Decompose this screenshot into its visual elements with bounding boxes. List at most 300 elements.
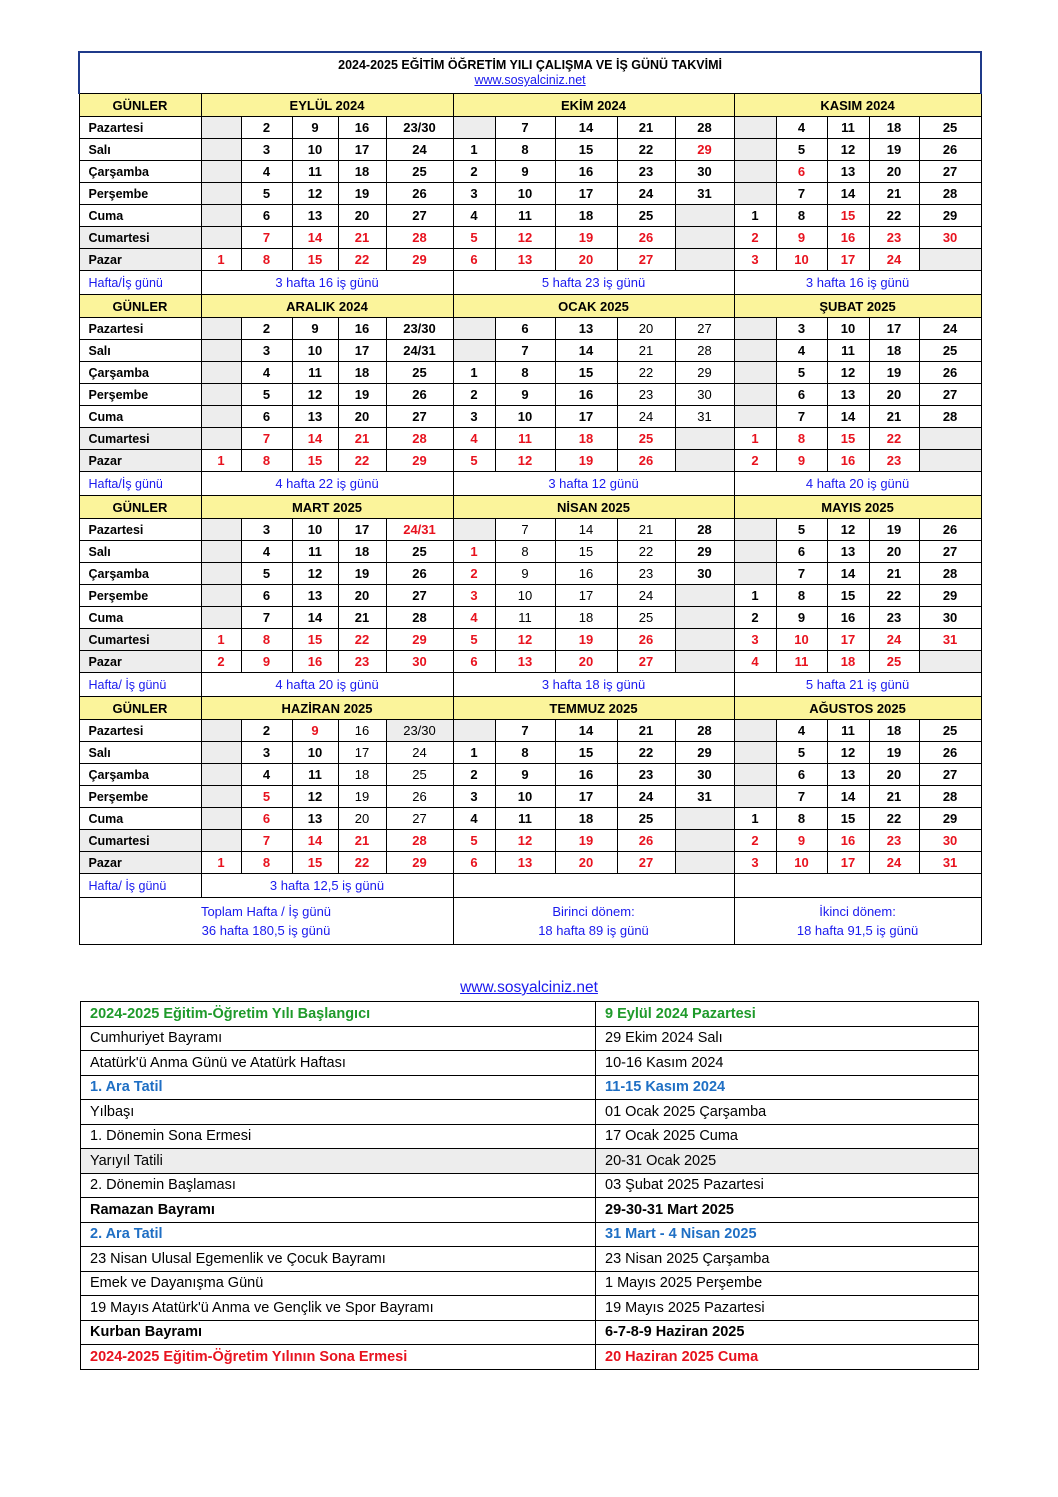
day-cell: 20 (338, 585, 386, 607)
day-cell: 6 (495, 318, 555, 340)
day-cell: 21 (338, 428, 386, 450)
event-name: 1. Dönemin Sona Ermesi (81, 1124, 596, 1149)
day-cell: 19 (338, 384, 386, 406)
hafta-label: Hafta/İş günü (79, 271, 201, 295)
day-cell: 13 (292, 808, 338, 830)
day-cell: 3 (453, 585, 495, 607)
day-cell: 17 (869, 318, 919, 340)
day-cell: 9 (495, 563, 555, 585)
day-cell: 4 (453, 205, 495, 227)
day-cell: 6 (776, 541, 827, 563)
day-cell: 19 (869, 362, 919, 384)
day-cell: 17 (555, 585, 617, 607)
day-cell (734, 362, 776, 384)
day-cell: 19 (338, 183, 386, 205)
day-cell: 24/31 (386, 340, 453, 362)
day-name: Pazar (79, 249, 201, 271)
day-cell: 17 (338, 139, 386, 161)
day-cell: 1 (453, 742, 495, 764)
day-cell: 7 (776, 786, 827, 808)
day-cell: 16 (338, 720, 386, 742)
day-cell: 29 (675, 139, 734, 161)
day-cell: 16 (827, 450, 869, 472)
second-period-total (734, 898, 981, 945)
day-cell: 11 (827, 720, 869, 742)
first-period-value: 18 hafta 89 iş günü (538, 923, 649, 938)
day-cell: 15 (827, 428, 869, 450)
day-cell: 20 (338, 808, 386, 830)
day-cell: 23/30 (386, 117, 453, 139)
day-cell (201, 384, 241, 406)
day-cell: 14 (555, 720, 617, 742)
event-date: 29-30-31 Mart 2025 (596, 1198, 979, 1223)
day-cell: 11 (827, 117, 869, 139)
event-date: 23 Nisan 2025 Çarşamba (596, 1247, 979, 1272)
website-footer (0, 979, 1058, 997)
day-cell: 9 (292, 720, 338, 742)
event-name: 2024-2025 Eğitim-Öğretim Yılı Başlangıcı (81, 1002, 596, 1027)
day-cell (201, 183, 241, 205)
total-period-total (79, 898, 453, 945)
event-name: 2. Ara Tatil (81, 1222, 596, 1247)
month-header: ARALIK 2024 (201, 295, 453, 318)
month-summary: 4 hafta 20 iş günü (201, 673, 453, 697)
day-cell: 19 (555, 450, 617, 472)
month-summary: 4 hafta 20 iş günü (734, 472, 981, 496)
day-cell: 6 (241, 406, 292, 428)
day-cell: 14 (292, 428, 338, 450)
month-summary: 3 hafta 16 iş günü (201, 271, 453, 295)
day-cell: 7 (495, 720, 555, 742)
day-cell: 26 (919, 139, 981, 161)
event-date: 6-7-8-9 Haziran 2025 (596, 1320, 979, 1345)
day-cell: 7 (241, 428, 292, 450)
day-cell (734, 139, 776, 161)
day-name: Çarşamba (79, 563, 201, 585)
day-cell: 15 (827, 205, 869, 227)
day-cell: 16 (827, 607, 869, 629)
day-cell (675, 629, 734, 651)
day-cell: 4 (241, 161, 292, 183)
day-name: Cumartesi (79, 428, 201, 450)
day-cell: 3 (734, 852, 776, 874)
day-cell (919, 249, 981, 271)
day-cell: 26 (617, 450, 675, 472)
day-cell: 26 (617, 227, 675, 249)
day-cell: 12 (495, 227, 555, 249)
day-cell: 2 (241, 117, 292, 139)
day-name: Pazartesi (79, 519, 201, 541)
day-cell: 14 (555, 117, 617, 139)
day-cell: 6 (453, 651, 495, 673)
day-cell: 18 (555, 428, 617, 450)
day-cell: 30 (919, 830, 981, 852)
day-cell: 9 (776, 607, 827, 629)
hafta-label: Hafta/ İş günü (79, 874, 201, 898)
day-cell (201, 585, 241, 607)
day-cell: 28 (675, 519, 734, 541)
day-cell (201, 205, 241, 227)
day-name: Çarşamba (79, 161, 201, 183)
hafta-label: Hafta/ İş günü (79, 673, 201, 697)
day-cell: 8 (776, 205, 827, 227)
month-header: TEMMUZ 2025 (453, 697, 734, 720)
website-link[interactable]: www.sosyalciniz.net (474, 73, 586, 87)
day-cell: 2 (241, 720, 292, 742)
day-cell: 23 (617, 764, 675, 786)
day-cell: 23 (869, 830, 919, 852)
day-cell (453, 318, 495, 340)
day-cell: 14 (555, 340, 617, 362)
day-cell: 21 (869, 786, 919, 808)
month-summary (734, 874, 981, 898)
day-cell: 12 (495, 830, 555, 852)
day-cell: 23 (869, 227, 919, 249)
day-cell: 6 (241, 205, 292, 227)
day-cell: 21 (338, 830, 386, 852)
day-cell: 3 (241, 519, 292, 541)
day-cell: 25 (919, 720, 981, 742)
first-period-total (453, 898, 734, 945)
day-cell: 4 (453, 607, 495, 629)
day-cell: 10 (776, 629, 827, 651)
month-summary: 3 hafta 18 iş günü (453, 673, 734, 697)
event-name: Kurban Bayramı (81, 1320, 596, 1345)
day-cell: 12 (495, 629, 555, 651)
day-cell (201, 764, 241, 786)
day-cell: 24/31 (386, 519, 453, 541)
day-cell: 10 (495, 183, 555, 205)
event-row (81, 1149, 979, 1174)
first-period-label: Birinci dönem: (552, 904, 635, 919)
day-cell: 3 (241, 139, 292, 161)
day-cell: 18 (555, 607, 617, 629)
day-cell: 27 (617, 651, 675, 673)
day-cell: 31 (675, 406, 734, 428)
day-cell (675, 651, 734, 673)
day-name: Salı (79, 541, 201, 563)
day-cell: 19 (869, 519, 919, 541)
day-cell: 16 (555, 161, 617, 183)
day-cell: 19 (869, 742, 919, 764)
day-cell: 17 (555, 406, 617, 428)
day-cell: 4 (241, 541, 292, 563)
day-cell: 29 (386, 852, 453, 874)
event-row (81, 1100, 979, 1125)
day-name: Pazartesi (79, 318, 201, 340)
day-cell: 12 (292, 786, 338, 808)
day-cell: 8 (241, 249, 292, 271)
day-cell: 4 (734, 651, 776, 673)
day-cell: 13 (292, 585, 338, 607)
day-cell: 28 (386, 607, 453, 629)
day-cell (734, 183, 776, 205)
day-cell: 9 (776, 227, 827, 249)
day-cell: 11 (292, 362, 338, 384)
day-cell: 5 (453, 830, 495, 852)
day-cell: 18 (338, 362, 386, 384)
day-cell: 6 (776, 384, 827, 406)
hafta-label: Hafta/İş günü (79, 472, 201, 496)
day-cell: 26 (386, 563, 453, 585)
day-cell: 21 (869, 183, 919, 205)
day-cell: 1 (734, 205, 776, 227)
day-cell: 31 (675, 786, 734, 808)
day-cell: 4 (241, 764, 292, 786)
day-cell: 8 (776, 808, 827, 830)
day-cell (734, 161, 776, 183)
day-name: Cumartesi (79, 830, 201, 852)
day-cell: 10 (495, 406, 555, 428)
day-cell: 15 (555, 139, 617, 161)
month-header: EKİM 2024 (453, 94, 734, 117)
day-cell: 5 (453, 629, 495, 651)
day-cell (675, 227, 734, 249)
day-cell: 8 (495, 362, 555, 384)
day-cell (675, 830, 734, 852)
day-cell: 6 (241, 585, 292, 607)
calendar-title: 2024-2025 EĞİTİM ÖĞRETİM YILI ÇALIŞMA VE İŞ GÜNÜ TAKVİMİ (338, 58, 722, 72)
event-row (81, 1222, 979, 1247)
day-cell: 26 (386, 183, 453, 205)
day-cell: 28 (919, 786, 981, 808)
day-cell: 11 (495, 428, 555, 450)
event-name: Cumhuriyet Bayramı (81, 1026, 596, 1051)
day-cell: 11 (776, 651, 827, 673)
day-cell: 23 (869, 450, 919, 472)
day-cell: 18 (555, 808, 617, 830)
day-cell: 14 (555, 519, 617, 541)
day-cell: 21 (338, 227, 386, 249)
day-cell: 6 (241, 808, 292, 830)
day-name: Perşembe (79, 585, 201, 607)
day-cell: 12 (827, 519, 869, 541)
day-cell: 27 (386, 406, 453, 428)
day-name: Pazar (79, 852, 201, 874)
event-name: 1. Ara Tatil (81, 1075, 596, 1100)
day-cell: 1 (453, 139, 495, 161)
total-period-label: Toplam Hafta / İş günü (200, 904, 332, 919)
day-cell: 24 (869, 249, 919, 271)
day-cell: 15 (555, 362, 617, 384)
day-cell: 13 (292, 205, 338, 227)
day-cell: 29 (919, 808, 981, 830)
day-cell: 19 (555, 629, 617, 651)
day-cell (201, 519, 241, 541)
day-cell: 13 (827, 764, 869, 786)
day-cell: 23 (617, 563, 675, 585)
day-name: Çarşamba (79, 764, 201, 786)
day-cell (734, 742, 776, 764)
day-cell: 7 (241, 607, 292, 629)
event-row (81, 1002, 979, 1027)
day-cell (734, 563, 776, 585)
day-cell: 21 (869, 406, 919, 428)
day-name: Pazartesi (79, 117, 201, 139)
day-cell: 3 (734, 249, 776, 271)
day-cell: 27 (919, 161, 981, 183)
day-cell: 2 (453, 161, 495, 183)
day-cell: 29 (919, 585, 981, 607)
day-name: Pazartesi (79, 720, 201, 742)
month-header: ŞUBAT 2025 (734, 295, 981, 318)
day-cell: 30 (675, 563, 734, 585)
day-cell: 23 (617, 384, 675, 406)
day-cell: 26 (386, 786, 453, 808)
day-cell: 4 (453, 428, 495, 450)
event-name: 23 Nisan Ulusal Egemenlik ve Çocuk Bayramı (81, 1247, 596, 1272)
day-cell: 12 (827, 362, 869, 384)
day-cell: 24 (386, 742, 453, 764)
gunler-header: GÜNLER (79, 94, 201, 117)
day-name: Cumartesi (79, 227, 201, 249)
day-name: Salı (79, 742, 201, 764)
day-cell: 25 (919, 340, 981, 362)
day-cell: 16 (827, 227, 869, 249)
event-date: 9 Eylül 2024 Pazartesi (596, 1002, 979, 1027)
day-cell: 9 (495, 161, 555, 183)
day-cell: 16 (555, 563, 617, 585)
day-cell: 5 (453, 227, 495, 249)
day-cell: 8 (495, 139, 555, 161)
event-date: 29 Ekim 2024 Salı (596, 1026, 979, 1051)
event-row (81, 1051, 979, 1076)
day-cell: 27 (386, 205, 453, 227)
day-cell: 28 (386, 428, 453, 450)
day-cell (201, 406, 241, 428)
day-cell: 26 (617, 830, 675, 852)
day-cell: 12 (495, 450, 555, 472)
day-cell: 25 (386, 362, 453, 384)
day-name: Cuma (79, 406, 201, 428)
day-cell (201, 830, 241, 852)
day-cell: 15 (292, 852, 338, 874)
day-cell: 3 (453, 183, 495, 205)
month-summary: 4 hafta 22 iş günü (201, 472, 453, 496)
event-date: 1 Mayıs 2025 Perşembe (596, 1271, 979, 1296)
day-cell: 17 (555, 786, 617, 808)
day-cell: 17 (338, 519, 386, 541)
month-summary: 3 hafta 16 iş günü (734, 271, 981, 295)
day-cell: 7 (241, 830, 292, 852)
day-cell: 2 (453, 563, 495, 585)
day-cell: 1 (201, 852, 241, 874)
day-cell: 16 (555, 384, 617, 406)
day-cell: 8 (776, 428, 827, 450)
day-cell: 5 (241, 786, 292, 808)
day-cell: 13 (827, 384, 869, 406)
event-name: 2. Dönemin Başlaması (81, 1173, 596, 1198)
day-cell (734, 340, 776, 362)
day-cell: 15 (292, 249, 338, 271)
website-footer-link[interactable]: www.sosyalciniz.net (460, 979, 598, 996)
day-cell (734, 541, 776, 563)
event-date: 01 Ocak 2025 Çarşamba (596, 1100, 979, 1125)
day-cell: 17 (555, 183, 617, 205)
day-cell: 24 (617, 406, 675, 428)
day-cell: 25 (386, 161, 453, 183)
day-name: Salı (79, 139, 201, 161)
day-cell (201, 607, 241, 629)
calendar-title-cell (79, 52, 981, 94)
day-cell: 22 (338, 629, 386, 651)
day-cell: 20 (555, 249, 617, 271)
day-cell (201, 428, 241, 450)
day-cell: 21 (617, 720, 675, 742)
day-cell (675, 852, 734, 874)
day-cell: 14 (827, 786, 869, 808)
day-cell: 16 (338, 318, 386, 340)
day-cell (734, 786, 776, 808)
day-cell: 15 (555, 742, 617, 764)
day-cell: 7 (776, 183, 827, 205)
day-cell: 22 (869, 428, 919, 450)
day-cell: 24 (869, 852, 919, 874)
day-cell: 2 (241, 318, 292, 340)
event-name: Yılbaşı (81, 1100, 596, 1125)
day-cell: 22 (617, 742, 675, 764)
day-name: Cuma (79, 205, 201, 227)
day-cell: 18 (338, 541, 386, 563)
event-date: 17 Ocak 2025 Cuma (596, 1124, 979, 1149)
day-cell: 20 (869, 161, 919, 183)
day-cell: 7 (776, 563, 827, 585)
day-cell: 8 (495, 742, 555, 764)
day-cell: 3 (776, 318, 827, 340)
day-cell: 26 (919, 362, 981, 384)
day-cell: 9 (495, 384, 555, 406)
day-cell: 29 (675, 362, 734, 384)
event-name: 2024-2025 Eğitim-Öğretim Yılının Sona Ermesi (81, 1345, 596, 1370)
day-cell: 30 (386, 651, 453, 673)
day-cell (734, 764, 776, 786)
day-cell: 9 (241, 651, 292, 673)
day-cell: 23/30 (386, 318, 453, 340)
day-cell: 5 (776, 742, 827, 764)
day-cell: 12 (827, 139, 869, 161)
day-cell: 25 (386, 764, 453, 786)
day-cell: 17 (338, 742, 386, 764)
day-name: Pazar (79, 651, 201, 673)
day-cell (201, 563, 241, 585)
event-row (81, 1345, 979, 1370)
day-cell: 11 (292, 541, 338, 563)
month-header: MAYIS 2025 (734, 496, 981, 519)
day-cell: 14 (292, 227, 338, 249)
day-cell: 21 (617, 519, 675, 541)
second-period-label: İkinci dönem: (819, 904, 896, 919)
day-cell: 27 (386, 585, 453, 607)
day-cell (675, 249, 734, 271)
day-cell: 9 (495, 764, 555, 786)
day-cell: 23 (869, 607, 919, 629)
day-cell: 22 (869, 585, 919, 607)
day-cell: 27 (919, 541, 981, 563)
day-cell: 1 (734, 428, 776, 450)
day-cell: 22 (338, 852, 386, 874)
day-cell (201, 742, 241, 764)
day-cell: 17 (338, 340, 386, 362)
day-cell: 23/30 (386, 720, 453, 742)
day-cell: 29 (386, 249, 453, 271)
day-cell: 13 (495, 249, 555, 271)
event-name: 19 Mayıs Atatürk'ü Anma ve Gençlik ve Spor Bayramı (81, 1296, 596, 1321)
day-cell (201, 720, 241, 742)
day-cell: 22 (617, 541, 675, 563)
day-cell: 5 (241, 183, 292, 205)
event-date: 20-31 Ocak 2025 (596, 1149, 979, 1174)
day-cell: 25 (617, 205, 675, 227)
